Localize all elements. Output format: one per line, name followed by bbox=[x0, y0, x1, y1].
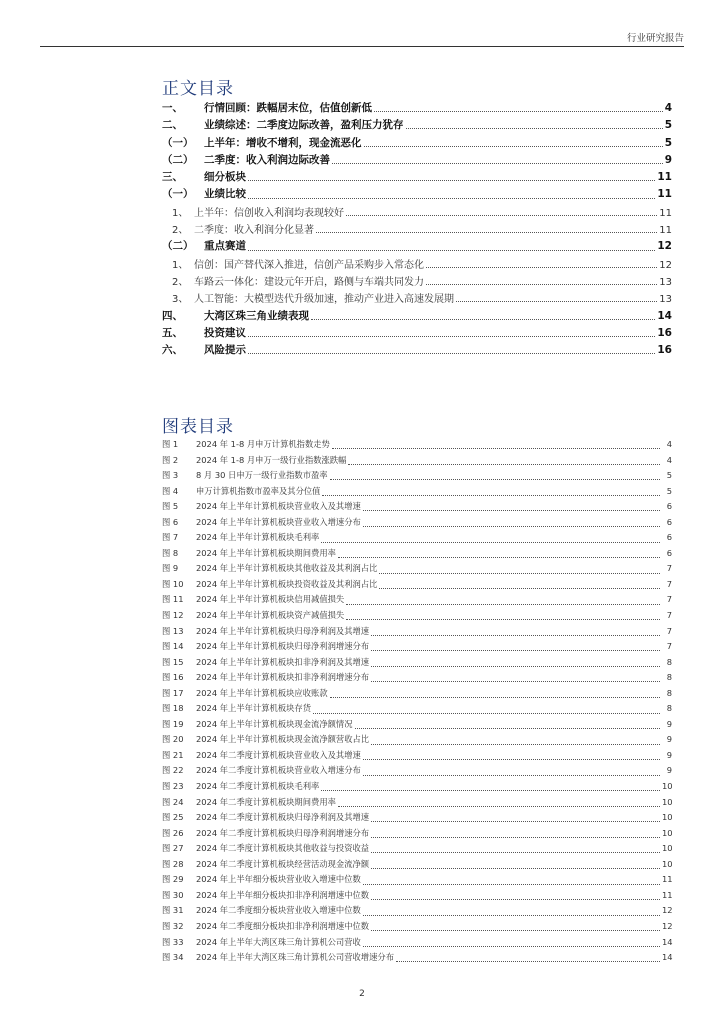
figure-item[interactable] bbox=[162, 873, 672, 889]
figure-title: 2024 年上半年计算机板块应收账款 bbox=[196, 687, 328, 698]
figure-item[interactable] bbox=[162, 749, 672, 765]
figure-title: 2024 年二季度计算机板块营业收入及其增速 bbox=[196, 749, 361, 760]
toc-subitem[interactable] bbox=[162, 273, 672, 290]
toc-item-page: 11 bbox=[659, 207, 672, 219]
leader-dots bbox=[379, 588, 660, 589]
leader-dots bbox=[371, 635, 660, 636]
figure-num: 图 27 bbox=[162, 843, 184, 854]
toc-item-title: 信创：国产替代深入推进，信创产品采购步入常态化 bbox=[194, 259, 424, 271]
leader-dots bbox=[338, 557, 660, 558]
toc-item-title: 细分板块 bbox=[204, 171, 246, 184]
figure-num: 图 14 bbox=[162, 641, 184, 652]
figure-title: 2024 年上半年计算机板块毛利率 bbox=[196, 532, 320, 543]
leader-dots bbox=[371, 650, 660, 651]
leader-dots bbox=[371, 744, 660, 745]
toc-item[interactable] bbox=[162, 342, 672, 359]
figure-item[interactable] bbox=[162, 500, 672, 516]
figures-title: 图表目录 bbox=[162, 417, 234, 437]
figure-page: 7 bbox=[666, 578, 672, 589]
leader-dots bbox=[330, 479, 660, 480]
figure-page: 9 bbox=[666, 718, 672, 729]
figure-num: 图 21 bbox=[162, 749, 184, 760]
figure-page: 11 bbox=[662, 874, 673, 885]
figures-list bbox=[162, 438, 672, 967]
figure-num: 图 28 bbox=[162, 858, 184, 869]
figure-item[interactable] bbox=[162, 702, 672, 718]
toc-item-num: 3、 bbox=[172, 294, 189, 306]
toc-item[interactable] bbox=[162, 100, 672, 117]
figure-title: 2024 年上半年计算机板块信用减值损失 bbox=[196, 594, 345, 605]
leader-dots bbox=[363, 526, 660, 527]
figure-page: 6 bbox=[666, 501, 672, 512]
toc-item-title: 重点赛道 bbox=[204, 240, 246, 253]
toc-item-page: 16 bbox=[657, 344, 672, 357]
figure-title: 申万计算机指数市盈率及其分位值 bbox=[196, 485, 321, 496]
toc-item[interactable] bbox=[162, 186, 672, 203]
figure-num: 图 16 bbox=[162, 672, 184, 683]
toc-item-title: 风险提示 bbox=[204, 344, 246, 357]
leader-dots bbox=[332, 163, 663, 164]
toc-item-title: 人工智能：大模型迭代升级加速，推动产业进入高速发展期 bbox=[194, 294, 454, 306]
leader-dots bbox=[248, 198, 655, 199]
figure-num: 图 31 bbox=[162, 905, 184, 916]
toc-item[interactable] bbox=[162, 152, 672, 169]
figure-num: 图 33 bbox=[162, 936, 184, 947]
figure-item[interactable] bbox=[162, 547, 672, 563]
figure-title: 2024 年二季度计算机板块其他收益与投资收益 bbox=[196, 843, 370, 854]
figure-page: 14 bbox=[662, 952, 673, 963]
toc-item-title: 行情回顾：跌幅居末位，估值创新低 bbox=[204, 102, 372, 114]
toc-item[interactable] bbox=[162, 117, 672, 134]
toc-subitem[interactable] bbox=[162, 204, 672, 221]
figure-title: 2024 年二季度计算机板块归母净利润增速分布 bbox=[196, 827, 370, 838]
figure-title: 2024 年上半年计算机板块其他收益及其利润占比 bbox=[196, 563, 378, 574]
toc-item-num: （一） bbox=[162, 136, 194, 149]
figure-num: 图 15 bbox=[162, 656, 184, 667]
toc-item-title: 车路云一体化：建设元年开启，路侧与车端共同发力 bbox=[194, 276, 424, 288]
figure-page: 8 bbox=[666, 656, 672, 667]
figure-page: 7 bbox=[666, 641, 672, 652]
toc-item-num: 五、 bbox=[162, 326, 183, 339]
figure-page: 10 bbox=[662, 827, 673, 838]
figure-page: 7 bbox=[666, 594, 672, 605]
figure-page: 6 bbox=[666, 547, 672, 558]
toc-item-page: 5 bbox=[664, 119, 672, 132]
figure-title: 2024 年上半年大湾区珠三角计算机公司营收增速分布 bbox=[196, 952, 394, 963]
toc-item-page: 13 bbox=[659, 276, 672, 288]
figure-page: 10 bbox=[662, 812, 673, 823]
figure-item[interactable] bbox=[162, 718, 672, 734]
leader-dots bbox=[355, 728, 660, 729]
figure-item[interactable] bbox=[162, 454, 672, 470]
figure-title: 2024 年上半年细分板块营业收入增速中位数 bbox=[196, 874, 361, 885]
leader-dots bbox=[364, 146, 663, 147]
figure-page: 10 bbox=[662, 796, 673, 807]
figure-item[interactable] bbox=[162, 951, 672, 967]
figure-num: 图 11 bbox=[162, 594, 184, 605]
figure-title: 2024 年上半年计算机板块归母净利润及其增速 bbox=[196, 625, 370, 636]
figure-num: 图 19 bbox=[162, 718, 184, 729]
leader-dots bbox=[426, 284, 657, 285]
leader-dots bbox=[321, 542, 660, 543]
toc-list bbox=[162, 100, 672, 359]
figure-item[interactable] bbox=[162, 687, 672, 703]
leader-dots bbox=[348, 464, 660, 465]
toc-item-page: 14 bbox=[657, 309, 672, 322]
leader-dots bbox=[363, 946, 660, 947]
figure-page: 6 bbox=[666, 532, 672, 543]
figure-title: 2024 年上半年大湾区珠三角计算机公司营收 bbox=[196, 936, 361, 947]
figure-item[interactable] bbox=[162, 438, 672, 454]
figure-title: 2024 年上半年计算机板块期间费用率 bbox=[196, 547, 336, 558]
toc-subitem[interactable] bbox=[162, 290, 672, 307]
toc-item-page: 13 bbox=[659, 294, 672, 306]
figure-num: 图 9 bbox=[162, 563, 179, 574]
figure-num: 图 8 bbox=[162, 547, 179, 558]
figure-title: 2024 年上半年计算机板块现金流净额情况 bbox=[196, 718, 353, 729]
toc-item[interactable] bbox=[162, 169, 672, 186]
leader-dots bbox=[406, 128, 663, 129]
figure-page: 9 bbox=[666, 734, 672, 745]
figure-item[interactable] bbox=[162, 764, 672, 780]
figure-item[interactable] bbox=[162, 889, 672, 905]
toc-item[interactable] bbox=[162, 325, 672, 342]
figure-item[interactable] bbox=[162, 796, 672, 812]
leader-dots bbox=[248, 336, 655, 337]
figure-title: 2024 年上半年计算机板块资产减值损失 bbox=[196, 610, 345, 621]
leader-dots bbox=[363, 759, 660, 760]
leader-dots bbox=[346, 604, 660, 605]
figure-num: 图 2 bbox=[162, 454, 179, 465]
figure-page: 7 bbox=[666, 610, 672, 621]
leader-dots bbox=[311, 319, 655, 320]
figure-num: 图 10 bbox=[162, 578, 184, 589]
leader-dots bbox=[346, 619, 660, 620]
leader-dots bbox=[248, 180, 655, 181]
leader-dots bbox=[248, 250, 655, 251]
figure-item[interactable] bbox=[162, 920, 672, 936]
toc-item-page: 11 bbox=[659, 225, 672, 237]
figure-num: 图 18 bbox=[162, 703, 184, 714]
figure-item[interactable] bbox=[162, 640, 672, 656]
figure-page: 9 bbox=[666, 749, 672, 760]
figure-num: 图 30 bbox=[162, 889, 184, 900]
toc-item-num: 三、 bbox=[162, 171, 183, 184]
figure-item[interactable] bbox=[162, 516, 672, 532]
figure-item[interactable] bbox=[162, 671, 672, 687]
figure-page: 8 bbox=[666, 687, 672, 698]
figure-page: 14 bbox=[662, 936, 673, 947]
leader-dots bbox=[248, 353, 655, 354]
figure-num: 图 3 bbox=[162, 470, 179, 481]
figure-item[interactable] bbox=[162, 593, 672, 609]
toc-subitem[interactable] bbox=[162, 221, 672, 238]
leader-dots bbox=[371, 852, 660, 853]
figure-title: 2024 年上半年计算机板块现金流净额营收占比 bbox=[196, 734, 370, 745]
figure-item[interactable] bbox=[162, 485, 672, 501]
toc-item-title: 二季度：收入利润边际改善 bbox=[204, 153, 330, 166]
leader-dots bbox=[371, 868, 660, 869]
figure-page: 10 bbox=[662, 781, 673, 792]
figure-num: 图 4 bbox=[162, 485, 179, 496]
page-header bbox=[40, 30, 684, 46]
figure-item[interactable] bbox=[162, 469, 672, 485]
toc-item-page: 16 bbox=[657, 326, 672, 339]
toc-item-num: （二） bbox=[162, 153, 194, 166]
toc-item-num: 六、 bbox=[162, 344, 183, 357]
figure-title: 2024 年上半年计算机板块营业收入及其增速 bbox=[196, 501, 361, 512]
toc-title: 正文目录 bbox=[162, 79, 234, 99]
leader-dots bbox=[363, 775, 660, 776]
figure-item[interactable] bbox=[162, 827, 672, 843]
figure-item[interactable] bbox=[162, 625, 672, 641]
leader-dots bbox=[371, 899, 660, 900]
figure-page: 10 bbox=[662, 858, 673, 869]
toc-item-title: 上半年：增收不增利，现金流恶化 bbox=[204, 136, 362, 149]
toc-item-num: 1、 bbox=[172, 207, 189, 219]
figure-item[interactable] bbox=[162, 904, 672, 920]
toc-item-page: 9 bbox=[664, 153, 672, 166]
figure-page: 8 bbox=[666, 672, 672, 683]
leader-dots bbox=[456, 301, 657, 302]
toc-item-num: 四、 bbox=[162, 309, 183, 322]
figure-num: 图 32 bbox=[162, 920, 184, 931]
figure-item[interactable] bbox=[162, 609, 672, 625]
leader-dots bbox=[332, 448, 660, 449]
figure-num: 图 22 bbox=[162, 765, 184, 776]
figure-item[interactable] bbox=[162, 656, 672, 672]
toc-item-title: 投资建议 bbox=[204, 326, 246, 339]
toc-item-num: 2、 bbox=[172, 225, 189, 237]
figure-page: 7 bbox=[666, 563, 672, 574]
leader-dots bbox=[316, 232, 657, 233]
leader-dots bbox=[396, 961, 660, 962]
leader-dots bbox=[371, 821, 660, 822]
toc-item-num: 1、 bbox=[172, 259, 189, 271]
figure-title: 2024 年上半年计算机板块营业收入增速分布 bbox=[196, 516, 361, 527]
figure-page: 4 bbox=[666, 454, 672, 465]
leader-dots bbox=[346, 215, 657, 216]
figure-item[interactable] bbox=[162, 811, 672, 827]
figure-page: 6 bbox=[666, 516, 672, 527]
toc-item-page: 12 bbox=[657, 240, 672, 253]
figure-page: 9 bbox=[666, 765, 672, 776]
figure-title: 2024 年上半年计算机板块扣非净利润及其增速 bbox=[196, 656, 370, 667]
figure-num: 图 7 bbox=[162, 532, 179, 543]
figure-item[interactable] bbox=[162, 733, 672, 749]
figure-title: 2024 年上半年计算机板块扣非净利润增速分布 bbox=[196, 672, 370, 683]
toc-item-num: 二、 bbox=[162, 119, 183, 132]
figure-title: 2024 年二季度计算机板块毛利率 bbox=[196, 781, 320, 792]
leader-dots bbox=[371, 666, 660, 667]
figure-title: 2024 年二季度计算机板块期间费用率 bbox=[196, 796, 336, 807]
toc-item-num: 2、 bbox=[172, 276, 189, 288]
toc-item-title: 上半年：信创收入利润均表现较好 bbox=[194, 207, 344, 219]
figure-title: 8 月 30 日申万一级行业指数市盈率 bbox=[196, 470, 328, 481]
toc-item-title: 业绩比较 bbox=[204, 188, 246, 201]
page-number: 2 bbox=[359, 989, 365, 999]
toc-item-page: 5 bbox=[664, 136, 672, 149]
figure-title: 2024 年二季度计算机板块营业收入增速分布 bbox=[196, 765, 361, 776]
figure-title: 2024 年上半年细分板块扣非净利润增速中位数 bbox=[196, 889, 370, 900]
leader-dots bbox=[363, 510, 660, 511]
leader-dots bbox=[426, 267, 657, 268]
header-rule bbox=[40, 46, 684, 47]
leader-dots bbox=[313, 713, 660, 714]
figure-item[interactable] bbox=[162, 578, 672, 594]
toc-item-page: 11 bbox=[657, 188, 672, 201]
toc-item-num: （一） bbox=[162, 188, 194, 201]
figure-item[interactable] bbox=[162, 780, 672, 796]
toc-item-title: 业绩综述：二季度边际改善，盈利压力犹存 bbox=[204, 119, 404, 132]
figure-num: 图 23 bbox=[162, 781, 184, 792]
header-title: 行业研究报告 bbox=[626, 33, 684, 44]
figure-title: 2024 年上半年计算机板块归母净利润增速分布 bbox=[196, 641, 370, 652]
figure-page: 12 bbox=[662, 905, 673, 916]
toc-item[interactable] bbox=[162, 238, 672, 255]
figure-num: 图 25 bbox=[162, 812, 184, 823]
figure-item[interactable] bbox=[162, 936, 672, 952]
leader-dots bbox=[374, 111, 663, 112]
figure-num: 图 26 bbox=[162, 827, 184, 838]
figure-num: 图 5 bbox=[162, 501, 179, 512]
leader-dots bbox=[321, 790, 660, 791]
leader-dots bbox=[371, 837, 660, 838]
figure-item[interactable] bbox=[162, 842, 672, 858]
figure-num: 图 20 bbox=[162, 734, 184, 745]
toc-item-num: 一、 bbox=[162, 102, 183, 114]
toc-subitem[interactable] bbox=[162, 256, 672, 273]
figure-title: 2024 年二季度细分板块营业收入增速中位数 bbox=[196, 905, 361, 916]
leader-dots bbox=[363, 915, 660, 916]
toc-item-title: 二季度：收入利润分化显著 bbox=[194, 225, 314, 237]
figure-title: 2024 年 1-8 月申万计算机指数走势 bbox=[196, 439, 330, 449]
leader-dots bbox=[330, 697, 660, 698]
figure-title: 2024 年上半年计算机板块存货 bbox=[196, 703, 312, 714]
leader-dots bbox=[363, 884, 660, 885]
figure-num: 图 29 bbox=[162, 874, 184, 885]
figure-title: 2024 年上半年计算机板块投资收益及其利润占比 bbox=[196, 578, 378, 589]
toc-item-title: 大湾区珠三角业绩表现 bbox=[204, 309, 309, 322]
figure-title: 2024 年二季度计算机板块归母净利润及其增速 bbox=[196, 812, 370, 823]
figure-num: 图 17 bbox=[162, 687, 184, 698]
figure-title: 2024 年 1-8 月申万一级行业指数涨跌幅 bbox=[196, 454, 347, 465]
leader-dots bbox=[371, 681, 660, 682]
figure-page: 11 bbox=[662, 889, 673, 900]
figure-page: 5 bbox=[666, 470, 672, 481]
leader-dots bbox=[379, 573, 660, 574]
figure-item[interactable] bbox=[162, 562, 672, 578]
figure-page: 5 bbox=[666, 485, 672, 496]
leader-dots bbox=[322, 495, 660, 496]
toc-item-page: 4 bbox=[664, 102, 672, 114]
figure-item[interactable] bbox=[162, 858, 672, 874]
toc-item-page: 11 bbox=[657, 171, 672, 184]
figure-num: 图 6 bbox=[162, 516, 179, 527]
figure-num: 图 13 bbox=[162, 625, 184, 636]
figure-page: 7 bbox=[666, 625, 672, 636]
figure-title: 2024 年二季度计算机板块经营活动现金流净额 bbox=[196, 858, 370, 869]
leader-dots bbox=[338, 806, 660, 807]
toc-item-num: （二） bbox=[162, 240, 194, 253]
figure-num: 图 1 bbox=[162, 439, 179, 449]
toc-item[interactable] bbox=[162, 135, 672, 152]
figure-page: 8 bbox=[666, 703, 672, 714]
toc-item-page: 12 bbox=[659, 259, 672, 271]
figure-num: 图 34 bbox=[162, 952, 184, 963]
figure-page: 4 bbox=[666, 439, 672, 449]
leader-dots bbox=[371, 930, 660, 931]
figure-item[interactable] bbox=[162, 531, 672, 547]
toc-item[interactable] bbox=[162, 308, 672, 325]
figure-num: 图 24 bbox=[162, 796, 184, 807]
figure-num: 图 12 bbox=[162, 610, 184, 621]
figure-page: 12 bbox=[662, 920, 673, 931]
figure-page: 10 bbox=[662, 843, 673, 854]
figure-title: 2024 年二季度细分板块扣非净利润增速中位数 bbox=[196, 920, 370, 931]
